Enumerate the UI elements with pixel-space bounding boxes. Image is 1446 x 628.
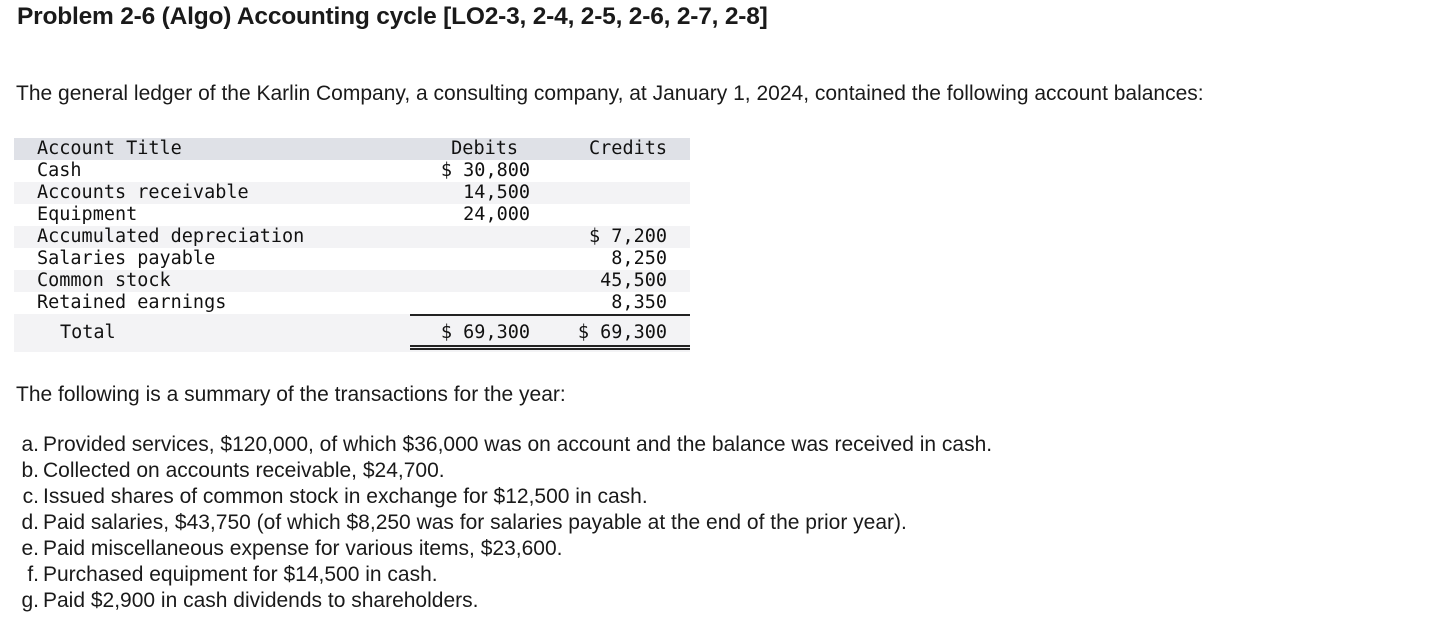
debit-total-double-rule	[410, 345, 547, 350]
total-label: Total	[60, 322, 116, 343]
list-item	[0, 588, 1446, 614]
debit-value: 14,500	[463, 182, 530, 203]
header-credits: Credits	[589, 138, 667, 159]
transaction-text: Provided services, $120,000, of which $36,000 was on account and the balance was received in cash.	[43, 433, 993, 456]
account-title: Retained earnings	[37, 292, 227, 313]
header-account-title: Account Title	[37, 138, 182, 159]
transaction-letter: c.	[22, 485, 39, 508]
account-title: Accounts receivable	[37, 182, 249, 203]
table-row	[14, 182, 690, 204]
table-row	[14, 292, 690, 314]
transaction-text: Paid miscellaneous expense for various items, $23,600.	[43, 537, 563, 560]
account-title: Accumulated depreciation	[37, 226, 305, 247]
transaction-text: Paid salaries, $43,750 (of which $8,250 was for salaries payable at the end of the prior year).	[43, 511, 907, 534]
table-header-row	[14, 138, 690, 160]
credit-value: 45,500	[600, 270, 667, 291]
list-item	[0, 458, 1446, 484]
list-item	[0, 484, 1446, 510]
transaction-list	[0, 432, 1446, 614]
transaction-letter: e.	[21, 537, 39, 560]
credit-value: 8,250	[611, 248, 667, 269]
list-item	[0, 432, 1446, 458]
table-row	[14, 226, 690, 248]
debit-value: $ 30,800	[440, 160, 530, 181]
account-title: Salaries payable	[37, 248, 216, 269]
summary-heading: The following is a summary of the transactions for the year:	[16, 383, 566, 406]
account-balances-table	[14, 138, 690, 352]
transaction-letter: b.	[21, 459, 39, 482]
transaction-text: Paid $2,900 in cash dividends to shareholders.	[43, 589, 479, 612]
transaction-text: Purchased equipment for $14,500 in cash.	[43, 563, 438, 586]
header-debits: Debits	[451, 138, 518, 159]
page-title: Problem 2-6 (Algo) Accounting cycle [LO2-3, 2-4, 2-5, 2-6, 2-7, 2-8]	[17, 3, 768, 30]
debit-subtotal-rule	[410, 314, 547, 316]
transaction-text: Issued shares of common stock in exchange for $12,500 in cash.	[43, 485, 648, 508]
list-item	[0, 536, 1446, 562]
list-item	[0, 562, 1446, 588]
credit-value: 8,350	[611, 292, 667, 313]
table-row	[14, 248, 690, 270]
account-title: Cash	[37, 160, 82, 181]
credit-total-double-rule	[547, 345, 690, 350]
total-row	[14, 314, 690, 352]
transaction-text: Collected on accounts receivable, $24,700.	[43, 459, 445, 482]
credit-subtotal-rule	[547, 314, 690, 316]
transaction-letter: a.	[21, 433, 39, 456]
account-title: Common stock	[37, 270, 171, 291]
table-row	[14, 160, 690, 182]
intro-paragraph: The general ledger of the Karlin Company, a consulting company, at January 1, 2024, contained the following account balances:	[16, 82, 1204, 105]
transaction-letter: f.	[27, 563, 39, 586]
credit-value: $ 7,200	[589, 226, 667, 247]
list-item	[0, 510, 1446, 536]
table-row	[14, 204, 690, 226]
transaction-letter: g.	[21, 589, 39, 612]
total-debit-value: $ 69,300	[440, 322, 530, 343]
transaction-letter: d.	[21, 511, 39, 534]
debit-value: 24,000	[463, 204, 530, 225]
table-row	[14, 270, 690, 292]
total-credit-value: $ 69,300	[577, 322, 667, 343]
account-title: Equipment	[37, 204, 138, 225]
